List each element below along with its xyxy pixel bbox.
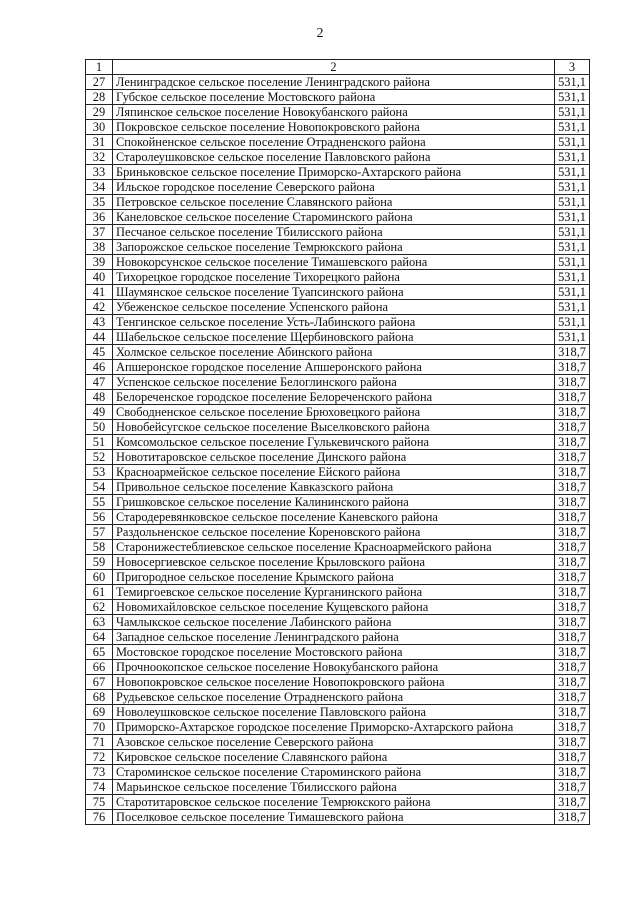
table-row — [86, 405, 590, 420]
table-row — [86, 495, 590, 510]
row-number: 30 — [86, 120, 113, 135]
table-row — [86, 375, 590, 390]
table-row — [86, 420, 590, 435]
row-value: 318,7 — [555, 345, 590, 360]
row-number: 59 — [86, 555, 113, 570]
table-row — [86, 600, 590, 615]
row-value: 531,1 — [555, 180, 590, 195]
settlement-name: Запорожское сельское поселение Темрюкского района — [113, 240, 555, 255]
settlement-name: Прочноокопское сельское поселение Новокубанского района — [113, 660, 555, 675]
row-number: 33 — [86, 165, 113, 180]
settlement-name: Старотитаровское сельское поселение Темрюкского района — [113, 795, 555, 810]
settlement-name: Спокойненское сельское поселение Отрадненского района — [113, 135, 555, 150]
row-value: 531,1 — [555, 165, 590, 180]
row-number: 49 — [86, 405, 113, 420]
table-row — [86, 195, 590, 210]
settlement-name: Старонижестеблиевское сельское поселение Красноармейского района — [113, 540, 555, 555]
table-row — [86, 765, 590, 780]
table-row — [86, 570, 590, 585]
row-number: 57 — [86, 525, 113, 540]
table-row — [86, 810, 590, 825]
row-value: 318,7 — [555, 360, 590, 375]
table-row — [86, 540, 590, 555]
table-row — [86, 525, 590, 540]
settlement-name: Губское сельское поселение Мостовского района — [113, 90, 555, 105]
settlement-name: Шабельское сельское поселение Щербиновского района — [113, 330, 555, 345]
row-value: 318,7 — [555, 735, 590, 750]
row-number: 75 — [86, 795, 113, 810]
row-number: 60 — [86, 570, 113, 585]
table-row — [86, 345, 590, 360]
table-row — [86, 510, 590, 525]
row-number: 45 — [86, 345, 113, 360]
row-number: 66 — [86, 660, 113, 675]
settlement-name: Новопокровское сельское поселение Новопокровского района — [113, 675, 555, 690]
settlement-name: Тихорецкое городское поселение Тихорецкого района — [113, 270, 555, 285]
row-value: 318,7 — [555, 675, 590, 690]
row-number: 42 — [86, 300, 113, 315]
settlement-name: Успенское сельское поселение Белоглинского района — [113, 375, 555, 390]
table-row — [86, 555, 590, 570]
table-row — [86, 720, 590, 735]
row-number: 32 — [86, 150, 113, 165]
row-number: 73 — [86, 765, 113, 780]
table-row — [86, 105, 590, 120]
row-value: 318,7 — [555, 615, 590, 630]
row-number: 40 — [86, 270, 113, 285]
row-number: 62 — [86, 600, 113, 615]
row-value: 318,7 — [555, 495, 590, 510]
table-row — [86, 135, 590, 150]
settlement-name: Петровское сельское поселение Славянского района — [113, 195, 555, 210]
settlement-name: Новокорсунское сельское поселение Тимашевского района — [113, 255, 555, 270]
row-value: 318,7 — [555, 540, 590, 555]
row-number: 72 — [86, 750, 113, 765]
table-row — [86, 675, 590, 690]
table-row — [86, 480, 590, 495]
table-row — [86, 75, 590, 90]
settlement-name: Белореченское городское поселение Белореченского района — [113, 390, 555, 405]
row-number: 52 — [86, 450, 113, 465]
row-number: 38 — [86, 240, 113, 255]
row-number: 74 — [86, 780, 113, 795]
row-value: 531,1 — [555, 225, 590, 240]
table-row — [86, 705, 590, 720]
settlement-name: Новомихайловское сельское поселение Кущевского района — [113, 600, 555, 615]
settlement-name: Мостовское городское поселение Мостовского района — [113, 645, 555, 660]
table-row — [86, 255, 590, 270]
row-number: 31 — [86, 135, 113, 150]
row-number: 63 — [86, 615, 113, 630]
table-row — [86, 165, 590, 180]
row-value: 318,7 — [555, 720, 590, 735]
row-number: 61 — [86, 585, 113, 600]
row-number: 47 — [86, 375, 113, 390]
row-number: 65 — [86, 645, 113, 660]
row-number: 34 — [86, 180, 113, 195]
page-number: 2 — [316, 26, 324, 41]
row-number: 54 — [86, 480, 113, 495]
table-row — [86, 795, 590, 810]
row-value: 318,7 — [555, 375, 590, 390]
row-value: 318,7 — [555, 480, 590, 495]
table-row — [86, 120, 590, 135]
settlement-name: Поселковое сельское поселение Тимашевского района — [113, 810, 555, 825]
settlement-name: Свободненское сельское поселение Брюховецкого района — [113, 405, 555, 420]
row-number: 71 — [86, 735, 113, 750]
header-col-2: 2 — [113, 60, 555, 75]
row-value: 318,7 — [555, 810, 590, 825]
row-number: 55 — [86, 495, 113, 510]
row-number: 44 — [86, 330, 113, 345]
row-value: 531,1 — [555, 285, 590, 300]
row-value: 531,1 — [555, 315, 590, 330]
row-value: 531,1 — [555, 75, 590, 90]
table-row — [86, 330, 590, 345]
row-number: 35 — [86, 195, 113, 210]
row-value: 531,1 — [555, 240, 590, 255]
table-row — [86, 585, 590, 600]
settlement-name: Песчаное сельское поселение Тбилисского района — [113, 225, 555, 240]
row-value: 531,1 — [555, 90, 590, 105]
table-row — [86, 435, 590, 450]
table-row — [86, 750, 590, 765]
row-number: 37 — [86, 225, 113, 240]
settlements-table — [85, 59, 590, 825]
table-row — [86, 615, 590, 630]
row-value: 318,7 — [555, 600, 590, 615]
row-number: 53 — [86, 465, 113, 480]
settlement-name: Канеловское сельское поселение Староминского района — [113, 210, 555, 225]
row-number: 28 — [86, 90, 113, 105]
settlement-name: Гришковское сельское поселение Калининского района — [113, 495, 555, 510]
row-number: 50 — [86, 420, 113, 435]
row-number: 69 — [86, 705, 113, 720]
table-row — [86, 315, 590, 330]
table-row — [86, 285, 590, 300]
settlement-name: Тенгинское сельское поселение Усть-Лабинского района — [113, 315, 555, 330]
row-value: 318,7 — [555, 630, 590, 645]
settlement-name: Стародеревянковское сельское поселение Каневского района — [113, 510, 555, 525]
row-number: 64 — [86, 630, 113, 645]
row-value: 318,7 — [555, 645, 590, 660]
row-number: 76 — [86, 810, 113, 825]
table-row — [86, 390, 590, 405]
settlement-name: Ильское городское поселение Северского района — [113, 180, 555, 195]
table-row — [86, 300, 590, 315]
settlement-name: Кировское сельское поселение Славянского района — [113, 750, 555, 765]
row-value: 318,7 — [555, 390, 590, 405]
row-number: 46 — [86, 360, 113, 375]
settlement-name: Приморско-Ахтарское городское поселение Приморско-Ахтарского района — [113, 720, 555, 735]
row-value: 531,1 — [555, 195, 590, 210]
settlement-name: Новосергиевское сельское поселение Крыловского района — [113, 555, 555, 570]
row-value: 318,7 — [555, 525, 590, 540]
table-row — [86, 450, 590, 465]
settlement-name: Комсомольское сельское поселение Гулькевичского района — [113, 435, 555, 450]
row-value: 318,7 — [555, 420, 590, 435]
row-value: 318,7 — [555, 510, 590, 525]
settlement-name: Марьинское сельское поселение Тбилисского района — [113, 780, 555, 795]
row-value: 318,7 — [555, 765, 590, 780]
row-number: 70 — [86, 720, 113, 735]
table-row — [86, 270, 590, 285]
settlement-name: Западное сельское поселение Ленинградского района — [113, 630, 555, 645]
row-value: 531,1 — [555, 105, 590, 120]
row-value: 318,7 — [555, 405, 590, 420]
row-value: 318,7 — [555, 660, 590, 675]
row-value: 318,7 — [555, 690, 590, 705]
row-number: 29 — [86, 105, 113, 120]
row-number: 43 — [86, 315, 113, 330]
table-row — [86, 645, 590, 660]
settlement-name: Ленинградское сельское поселение Ленинградского района — [113, 75, 555, 90]
row-value: 531,1 — [555, 255, 590, 270]
row-value: 318,7 — [555, 585, 590, 600]
settlement-name: Ляпинское сельское поселение Новокубанского района — [113, 105, 555, 120]
header-row — [86, 60, 590, 75]
row-value: 531,1 — [555, 135, 590, 150]
row-value: 318,7 — [555, 705, 590, 720]
settlement-name: Апшеронское городское поселение Апшеронского района — [113, 360, 555, 375]
table-row — [86, 690, 590, 705]
row-value: 318,7 — [555, 555, 590, 570]
row-value: 318,7 — [555, 465, 590, 480]
settlement-name: Темиргоевское сельское поселение Курганинского района — [113, 585, 555, 600]
settlement-name: Бриньковское сельское поселение Приморско-Ахтарского района — [113, 165, 555, 180]
row-value: 531,1 — [555, 270, 590, 285]
table-row — [86, 735, 590, 750]
table-row — [86, 150, 590, 165]
settlement-name: Пригородное сельское поселение Крымского района — [113, 570, 555, 585]
table-row — [86, 360, 590, 375]
table-row — [86, 240, 590, 255]
row-number: 27 — [86, 75, 113, 90]
row-number: 68 — [86, 690, 113, 705]
table-row — [86, 180, 590, 195]
settlement-name: Старолеушковское сельское поселение Павловского района — [113, 150, 555, 165]
table-body — [86, 75, 590, 825]
settlement-name: Новолеушковское сельское поселение Павловского района — [113, 705, 555, 720]
table-row — [86, 465, 590, 480]
row-number: 36 — [86, 210, 113, 225]
header-col-1: 1 — [86, 60, 113, 75]
row-number: 48 — [86, 390, 113, 405]
settlement-name: Новотитаровское сельское поселение Динского района — [113, 450, 555, 465]
row-value: 531,1 — [555, 120, 590, 135]
settlement-name: Чамлыкское сельское поселение Лабинского района — [113, 615, 555, 630]
row-number: 51 — [86, 435, 113, 450]
row-value: 531,1 — [555, 150, 590, 165]
settlement-name: Шаумянское сельское поселение Туапсинского района — [113, 285, 555, 300]
settlement-name: Красноармейское сельское поселение Ейского района — [113, 465, 555, 480]
settlement-name: Убеженское сельское поселение Успенского района — [113, 300, 555, 315]
table-header — [86, 60, 590, 75]
settlement-name: Холмское сельское поселение Абинского района — [113, 345, 555, 360]
row-value: 531,1 — [555, 330, 590, 345]
settlement-name: Староминское сельское поселение Староминского района — [113, 765, 555, 780]
row-value: 318,7 — [555, 780, 590, 795]
settlement-name: Новобейсугское сельское поселение Выселковского района — [113, 420, 555, 435]
settlement-name: Покровское сельское поселение Новопокровского района — [113, 120, 555, 135]
row-value: 318,7 — [555, 435, 590, 450]
table-row — [86, 225, 590, 240]
table-row — [86, 630, 590, 645]
table-row — [86, 90, 590, 105]
row-number: 58 — [86, 540, 113, 555]
table-row — [86, 780, 590, 795]
row-value: 531,1 — [555, 300, 590, 315]
row-number: 41 — [86, 285, 113, 300]
settlement-name: Привольное сельское поселение Кавказского района — [113, 480, 555, 495]
header-col-3: 3 — [555, 60, 590, 75]
table-row — [86, 660, 590, 675]
settlement-name: Рудьевское сельское поселение Отрадненского района — [113, 690, 555, 705]
row-value: 318,7 — [555, 450, 590, 465]
settlement-name: Азовское сельское поселение Северского района — [113, 735, 555, 750]
settlement-name: Раздольненское сельское поселение Кореновского района — [113, 525, 555, 540]
row-value: 531,1 — [555, 210, 590, 225]
table-row — [86, 210, 590, 225]
row-value: 318,7 — [555, 570, 590, 585]
row-value: 318,7 — [555, 795, 590, 810]
row-number: 67 — [86, 675, 113, 690]
row-number: 39 — [86, 255, 113, 270]
row-value: 318,7 — [555, 750, 590, 765]
row-number: 56 — [86, 510, 113, 525]
